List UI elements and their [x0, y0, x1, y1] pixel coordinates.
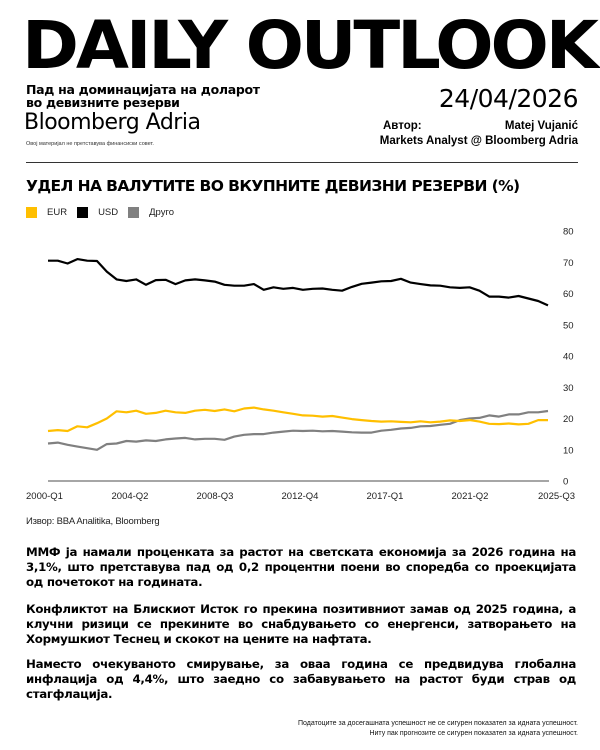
- author-label: Автор:: [383, 120, 422, 132]
- x-tick-label: 2004-Q2: [111, 491, 149, 502]
- financial-disclaimer: Овој материјал не претставува финансиски совет.: [26, 141, 154, 147]
- legend-label-usd: USD: [98, 207, 119, 218]
- chart-source: Извор: BBA Analitika, Bloomberg: [26, 516, 160, 527]
- report-date: 24/04/2026: [438, 84, 578, 113]
- y-tick-label: 30: [563, 382, 574, 394]
- line-chart: [0, 220, 600, 510]
- y-tick-label: 80: [563, 226, 574, 238]
- chart-title: УДЕЛ НА ВАЛУТИТЕ ВО ВКУПНИТЕ ДЕВИЗНИ РЕЗЕРВИ (%): [26, 177, 520, 195]
- paragraph-3: Наместо очекуваното смирување, за оваа година се предвидува глобална инфлација од 4,4%, што заедно со забавувањето на растот буди страв од стагфлација.: [26, 657, 576, 701]
- footer-disclaimer: [298, 719, 578, 738]
- y-tick-label: 60: [563, 289, 574, 300]
- x-tick-label: 2021-Q2: [451, 491, 489, 502]
- series-line-usd: [48, 259, 548, 305]
- y-axis: [563, 227, 574, 488]
- legend-label-other: Друго: [149, 207, 175, 218]
- x-axis: [26, 491, 575, 502]
- report-subtitle: Пад на доминацијата на доларот во девизните резерви: [26, 82, 260, 110]
- legend-swatch-usd: [77, 207, 88, 218]
- paragraph-1: ММФ ја намали проценката за растот на светската економија за 2026 година на 3,1%, што претставува пад од 0,2 процентни поени во споредба со проекцијата од почетокот на годината.: [26, 545, 576, 589]
- series-lines: [48, 259, 548, 450]
- y-tick-label: 20: [563, 414, 574, 425]
- x-tick-label: 2025-Q3: [538, 491, 575, 502]
- footer-line-2: Ниту пак прогнозите се сигурен показател за идната успешност.: [369, 729, 578, 737]
- y-tick-label: 40: [563, 351, 574, 363]
- legend-swatch-other: [128, 207, 139, 218]
- legend-label-eur: EUR: [47, 207, 68, 218]
- x-tick-label: 2017-Q1: [366, 491, 404, 502]
- y-tick-label: 70: [563, 257, 574, 269]
- paragraph-2: Конфликтот на Блискиот Исток го прекина позитивниот замав од 2025 година, а клучни ризици се прекините во снабдувањето со енергенси, затворањето на Хормушкиот Теснец и скокот на цените на нафтата.: [26, 602, 576, 646]
- author-name: Matej Vujanić: [504, 120, 578, 132]
- brand-logo: Bloomberg Adria: [24, 110, 201, 135]
- y-tick-label: 0: [563, 476, 569, 488]
- author-role: Markets Analyst @ Bloomberg Adria: [379, 135, 578, 147]
- x-tick-label: 2012-Q4: [281, 491, 319, 502]
- legend-swatch-eur: [26, 207, 37, 218]
- masthead-title: DAILY OUTLOOK: [22, 7, 596, 84]
- footer-line-1: Податоците за досегашната успешност не се сигурен показател за идната успешност.: [298, 720, 578, 727]
- chart-legend: [26, 207, 184, 218]
- x-tick-label: 2008-Q3: [196, 491, 234, 502]
- header-divider: [26, 162, 578, 163]
- y-tick-label: 10: [563, 445, 574, 457]
- y-tick-label: 50: [563, 320, 574, 332]
- series-line-друго: [48, 411, 548, 450]
- x-tick-label: 2000-Q1: [26, 491, 63, 502]
